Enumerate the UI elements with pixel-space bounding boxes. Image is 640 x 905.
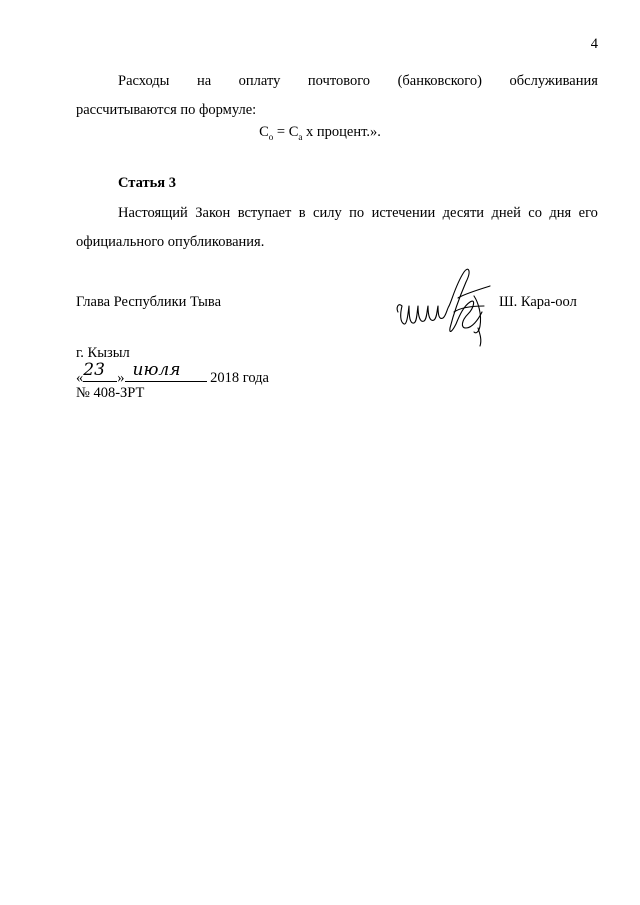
date-month-field <box>125 360 207 382</box>
word: вступает <box>237 205 292 221</box>
formula-lhs-subscript: о <box>268 131 274 142</box>
paragraph-continuation: рассчитываются по формуле: <box>76 102 257 118</box>
word: со <box>528 205 542 221</box>
paragraph-continuation: официального опубликования. <box>76 234 265 250</box>
formula-rest: х процент.». <box>302 124 381 140</box>
formula-lhs: С <box>259 124 269 140</box>
paragraph-postal-expenses <box>76 67 598 125</box>
signatory-title: Глава Республики Тыва <box>76 294 222 310</box>
word: Настоящий <box>118 205 188 221</box>
date-day-handwritten: 23 <box>83 360 105 380</box>
handwritten-signature <box>394 262 496 350</box>
formula-equals: = С <box>273 124 299 140</box>
word: почтового <box>307 73 371 89</box>
date-year: 2018 года <box>210 370 269 386</box>
word: десяти <box>442 205 485 221</box>
paragraph-first-line <box>76 67 598 96</box>
paragraph-first-line <box>76 199 598 228</box>
word: по <box>349 205 365 221</box>
article-heading: Статья 3 <box>118 175 176 191</box>
signatory-name: Ш. Кара-оол <box>499 294 577 310</box>
page-number: 4 <box>590 36 598 52</box>
word: дней <box>491 205 521 221</box>
paragraph-entry-into-force <box>76 199 598 257</box>
word: в <box>298 205 306 221</box>
word: оплату <box>238 73 281 89</box>
word: его <box>578 205 598 221</box>
date-day-field <box>83 360 117 382</box>
place-of-signing: г. Кызыл <box>76 345 130 361</box>
word: Расходы <box>118 73 170 89</box>
word: обслуживания <box>509 73 598 89</box>
formula <box>0 124 640 142</box>
formula-rhs-subscript: а <box>298 131 303 142</box>
word: (банковского) <box>397 73 482 89</box>
date-line <box>76 360 269 387</box>
date-month-handwritten: июля <box>132 360 181 380</box>
word: Закон <box>195 205 231 221</box>
date-open-quote: « <box>76 370 84 386</box>
law-number: № 408-ЗРТ <box>76 385 145 401</box>
word: на <box>196 73 212 89</box>
date-close-quote: » <box>117 370 125 386</box>
word: истечении <box>371 205 436 221</box>
word: дня <box>549 205 572 221</box>
word: силу <box>313 205 342 221</box>
